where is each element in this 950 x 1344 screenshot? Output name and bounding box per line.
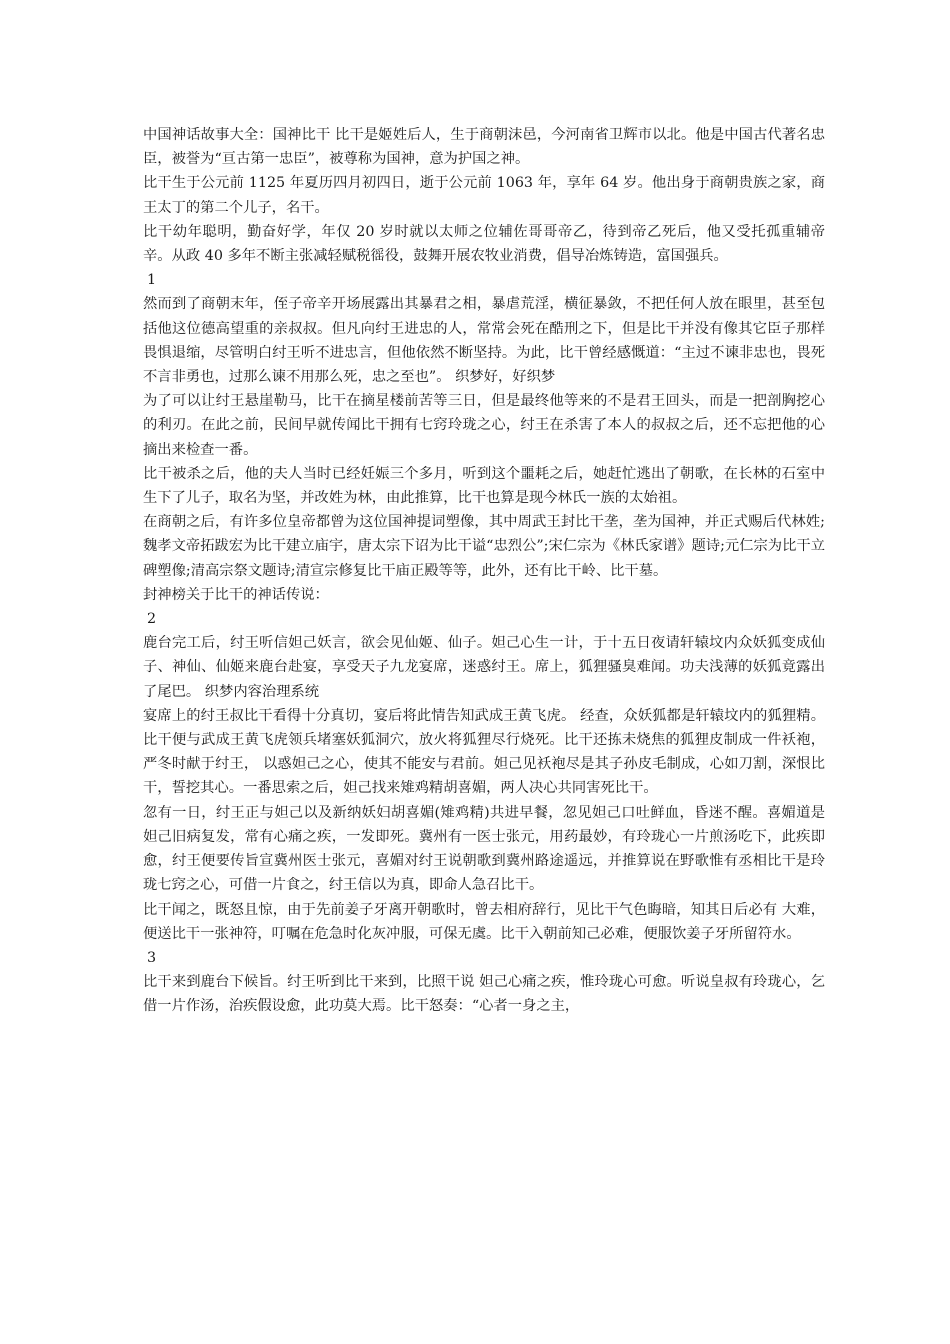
paragraph-birth: 比干生于公元前 1125 年夏历四月初四日，逝于公元前 1063 年，享年 64 岁。他出身于商朝贵族之家，商王太丁的第二个儿子，名干。 bbox=[143, 175, 825, 216]
paragraph-court: 比干来到鹿台下候旨。纣王听到比干来到，比照干说 妲己心痛之疾，惟玲珑心可愈。听说皇叔有玲珑心，乞借一片作汤，治疾假设愈，此功莫大焉。比干怒奏：“心者一身之主， bbox=[143, 974, 825, 1015]
paragraph-banquet: 宴席上的纣王叔比干看得十分真切，宴后将此情告知武成王黄飞虎。 经查，众妖狐都是轩辕坟内的狐狸精。比干便与武成王黄飞虎领兵堵塞妖狐洞穴，放火将狐狸尽行烧死。比干还拣未烧焦的狐狸皮制成一件袄袍，严冬时献于纣王， 以惑妲己之心，使其不能安与君前。妲己见袄袍尽是其子孙皮毛制成，心如刀割，深恨比干，誓挖其心。一番思索之后，妲己找来雉鸡精胡喜媚，两人决心共同害死比干。 bbox=[143, 707, 825, 797]
paragraph-lutai: 鹿台完工后，纣王听信妲己妖言，欲会见仙姬、仙子。妲己心生一计，于十五日夜请轩辕坟内众妖狐变成仙子、神仙、仙姬来鹿台赴宴，享受天子九龙宴席，迷惑纣王。席上，狐狸骚臭难闻。功夫浅薄的妖狐竟露出了尾巴。 织梦内容治理系统 bbox=[143, 635, 825, 700]
section-number: 2 bbox=[147, 611, 157, 628]
paragraph-intro: 中国神话故事大全：国神比干 比干是姬姓后人，生于商朝沫邑，今河南省卫辉市以北。他是中国古代著名忠臣，被誉为“亘古第一忠臣”，被尊称为国神，意为护国之神。 bbox=[143, 127, 825, 168]
paragraph-talisman: 比干闻之，既怒且惊，由于先前姜子牙离开朝歌时，曾去相府辞行，见比干气色晦暗，知其日后必有 大难，便送比干一张神符，叮嘱在危急时化灰冲服，可保无虞。比干入朝前知己必难，便服饮姜子牙所留符水。 bbox=[143, 901, 825, 942]
paragraph-fengshen-heading: 封神榜关于比干的神话传说： bbox=[143, 586, 329, 603]
paragraph-youth: 比干幼年聪明，勤奋好学，年仅 20 岁时就以太师之位辅佐哥哥帝乙，待到帝乙死后，他又受托孤重辅帝辛。从政 40 多年不断主张减轻赋税徭役，鼓舞开展农牧业消费，倡导冶炼铸造，富国强兵。 bbox=[143, 223, 825, 265]
paragraph-emperors: 在商朝之后，有许多位皇帝都曾为这位国神提词塑像，其中周武王封比干垄，垄为国神，并正式赐后代林姓;魏孝文帝拓跋宏为比干建立庙宇，唐太宗下诏为比干谥“忠烈公”;宋仁宗为《林氏家谱》题诗;元仁宗为比干立碑塑像;清高宗祭文题诗;清宣宗修复比干庙正殿等等，此外，还有比干岭、比干墓。 bbox=[143, 514, 825, 579]
paragraph-wife: 比干被杀之后，他的夫人当时已经妊娠三个多月，听到这个噩耗之后，她赶忙逃出了朝歌，在长林的石室中生下了儿子，取名为坚，并改姓为林，由此推算，比干也算是现今林氏一族的太始祖。 bbox=[143, 465, 825, 507]
document-page bbox=[143, 123, 825, 1019]
section-number: 1 bbox=[147, 272, 157, 289]
paragraph-late-shang: 然而到了商朝末年，侄子帝辛开场展露出其暴君之相，暴虐荒淫，横征暴敛，不把任何人放在眼里，甚至包括他这位德高望重的亲叔叔。但凡向纣王进忠的人，常常会死在酷刑之下，但是比干并没有像其它臣子那样畏惧退缩，尽管明白纣王听不进忠言，但他依然不断坚持。为此，比干曾经感慨道：“主过不谏非忠也，畏死不言非勇也，过那么谏不用那么死，忠之至也”。 织梦好，好织梦 bbox=[143, 296, 825, 386]
paragraph-heart: 为了可以让纣王悬崖勒马，比干在摘星楼前苦等三日，但是最终他等来的不是君王回头，而是一把剖胸挖心的利刃。在此之前，民间早就传闻比干拥有七窍玲珑之心，纣王在杀害了本人的叔叔之后，还不忘把他的心摘出来检查一番。 bbox=[143, 393, 825, 458]
paragraph-illness: 忽有一日，纣王正与妲己以及新纳妖妇胡喜媚(雉鸡精)共进早餐，忽见妲己口吐鲜血，昏迷不醒。喜媚道是妲己旧病复发，常有心痛之疾，一发即死。冀州有一医士张元，用药最妙，有玲珑心一片煎汤吃下，此疾即愈，纣王便要传旨宣冀州医士张元，喜媚对纣王说朝歌到冀州路途遥远，并推算说在野歌惟有丞相比干是玲珑七窍之心，可借一片食之，纣王信以为真，即命人急召比干。 bbox=[143, 804, 825, 894]
section-number: 3 bbox=[147, 949, 157, 966]
